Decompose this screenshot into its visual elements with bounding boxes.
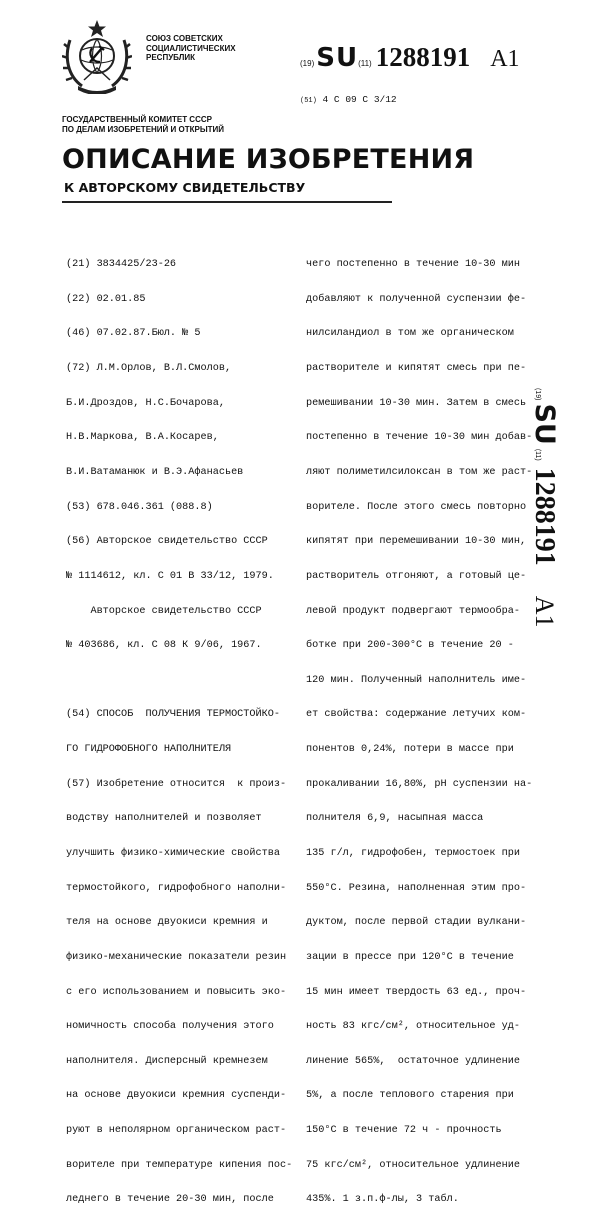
ipc-edition: 4 bbox=[322, 94, 329, 105]
text-line: № 403686, кл. С 08 К 9/06, 1967. bbox=[66, 640, 262, 652]
text-line: 150°С в течение 72 ч - прочность bbox=[306, 1125, 502, 1137]
text-line: 435%. 1 з.п.ф-лы, 3 табл. bbox=[306, 1194, 459, 1206]
text-line: 120 мин. Полученный наполнитель име- bbox=[306, 674, 527, 686]
issuer-line: СОЮЗ СОВЕТСКИХ bbox=[146, 34, 223, 43]
text-line: ность 83 кгс/см², относительное уд- bbox=[306, 1021, 520, 1033]
text-line: (56) Авторское свидетельство СССР bbox=[66, 536, 268, 548]
ipc-class: C 09 C 3/12 bbox=[333, 94, 397, 105]
text-line: 135 г/л, гидрофобен, термостоек при bbox=[306, 847, 520, 859]
text-line: (46) 07.02.87.Бюл. № 5 bbox=[66, 328, 201, 340]
text-line: 550°С. Резина, наполненная этим про- bbox=[306, 882, 527, 894]
ipc-classification bbox=[300, 94, 397, 105]
text-line: прокаливании 16,80%, рН суспензии на- bbox=[306, 778, 533, 790]
text-line: чего постепенно в течение 10-30 мин bbox=[306, 259, 520, 271]
text-line: Авторское свидетельство СССР bbox=[66, 605, 262, 617]
text-line: растворителе и кипятят смесь при пе- bbox=[306, 363, 527, 375]
left-column bbox=[66, 236, 292, 1217]
text-line: левой продукт подвергают термообра- bbox=[306, 605, 520, 617]
text-line: В.И.Ватаманюк и В.Э.Афанасьев bbox=[66, 466, 244, 478]
issuer-line: РЕСПУБЛИК bbox=[146, 53, 195, 62]
text-line: нилсиландиол в том же органическом bbox=[306, 328, 514, 340]
text-line: линение 565%, остаточное удлинение bbox=[306, 1055, 520, 1067]
text-line: (53) 678.046.361 (088.8) bbox=[66, 501, 213, 513]
text-line: с его использованием и повысить эко- bbox=[66, 986, 287, 998]
text-line: на основе двуокиси кремния суспенди- bbox=[66, 1090, 287, 1102]
text-line: № 1114612, кл. С 01 В 33/12, 1979. bbox=[66, 570, 274, 582]
patent-number: 1288191 bbox=[375, 42, 471, 72]
document-subtitle: К АВТОРСКОМУ СВИДЕТЕЛЬСТВУ bbox=[64, 180, 306, 195]
text-line: ляют полиметилсилоксан в том же раст- bbox=[306, 466, 533, 478]
text-line: физико-механические показатели резин bbox=[66, 951, 287, 963]
text-line: теля на основе двуокиси кремния и bbox=[66, 917, 268, 929]
document-title: ОПИСАНИЕ ИЗОБРЕТЕНИЯ bbox=[62, 144, 475, 175]
text-line: добавляют к полученной суспензии фе- bbox=[306, 293, 527, 305]
committee-line: ПО ДЕЛАМ ИЗОБРЕТЕНИЙ И ОТКРЫТИЙ bbox=[62, 124, 225, 134]
text-line: растворитель отгоняют, а готовый це- bbox=[306, 570, 527, 582]
committee-line: ГОСУДАРСТВЕННЫЙ КОМИТЕТ СССР bbox=[62, 115, 212, 124]
text-line: ворителе. После этого смесь повторно bbox=[306, 501, 527, 513]
text-line: дуктом, после первой стадии вулкани- bbox=[306, 917, 527, 929]
text-line: Б.И.Дроздов, Н.С.Бочарова, bbox=[66, 397, 225, 409]
text-line: (22) 02.01.85 bbox=[66, 293, 146, 305]
text-line: водству наполнителей и позволяет bbox=[66, 813, 262, 825]
text-line: понентов 0,24%, потери в массе при bbox=[306, 744, 514, 756]
text-line: леднего в течение 20-30 мин, после bbox=[66, 1194, 274, 1206]
inid-code-11: (11) bbox=[358, 59, 372, 68]
text-line: термостойкого, гидрофобного наполни- bbox=[66, 882, 287, 894]
text-line: наполнителя. Дисперсный кремнезем bbox=[66, 1055, 268, 1067]
inid-code-11: (11) bbox=[534, 448, 541, 461]
text-line: кипятят при перемешивании 10-30 мин, bbox=[306, 536, 527, 548]
inid-code-19: (19) bbox=[534, 388, 541, 401]
text-line: (57) Изобретение относится к произ- bbox=[66, 778, 287, 790]
country-code: SU bbox=[529, 403, 560, 445]
text-line: постепенно в течение 10-30 мин добав- bbox=[306, 432, 533, 444]
issuer-block bbox=[146, 34, 236, 63]
kind-code: A1 bbox=[490, 46, 520, 72]
side-publication-number bbox=[529, 388, 572, 668]
text-line: (21) 3834425/23-26 bbox=[66, 259, 177, 271]
text-line: улучшить физико-химические свойства bbox=[66, 847, 280, 859]
text-line: (72) Л.М.Орлов, В.Л.Смолов, bbox=[66, 363, 232, 375]
text-line: (54) СПОСОБ ПОЛУЧЕНИЯ ТЕРМОСТОЙКО- bbox=[66, 709, 280, 721]
text-line: номичность способа получения этого bbox=[66, 1021, 274, 1033]
text-line: ет свойства: содержание летучих ком- bbox=[306, 709, 527, 721]
issuer-line: СОЦИАЛИСТИЧЕСКИХ bbox=[146, 43, 236, 53]
text-line: 5%, а после теплового старения при bbox=[306, 1090, 514, 1102]
kind-code: A1 bbox=[530, 595, 559, 628]
text-line: Н.В.Маркова, В.А.Косарев, bbox=[66, 432, 219, 444]
right-column bbox=[306, 236, 532, 1217]
text-line: зации в прессе при 120°С в течение bbox=[306, 951, 514, 963]
text-line: 15 мин имеет твердость 63 ед., проч- bbox=[306, 986, 527, 998]
inid-code-51: (51) bbox=[300, 97, 317, 105]
country-code: SU bbox=[316, 43, 359, 73]
text-line bbox=[66, 675, 292, 687]
inid-code-19: (19) bbox=[300, 59, 315, 68]
text-line: полнителя 6,9, насыпная масса bbox=[306, 813, 484, 825]
title-divider bbox=[62, 201, 392, 203]
text-line: руют в неполярном органическом раст- bbox=[66, 1125, 287, 1137]
text-line: ворителе при температуре кипения пос- bbox=[66, 1159, 293, 1171]
patent-number: 1288191 bbox=[529, 467, 560, 566]
text-line: 75 кгс/см², относительное удлинение bbox=[306, 1159, 520, 1171]
publication-number bbox=[300, 42, 520, 73]
state-emblem-icon bbox=[62, 18, 132, 94]
committee-block bbox=[62, 115, 224, 134]
text-line: ГО ГИДРОФОБНОГО НАПОЛНИТЕЛЯ bbox=[66, 744, 232, 756]
text-line: ботке при 200-300°С в течение 20 - bbox=[306, 640, 514, 652]
text-line: ремешивании 10-30 мин. Затем в смесь bbox=[306, 397, 527, 409]
